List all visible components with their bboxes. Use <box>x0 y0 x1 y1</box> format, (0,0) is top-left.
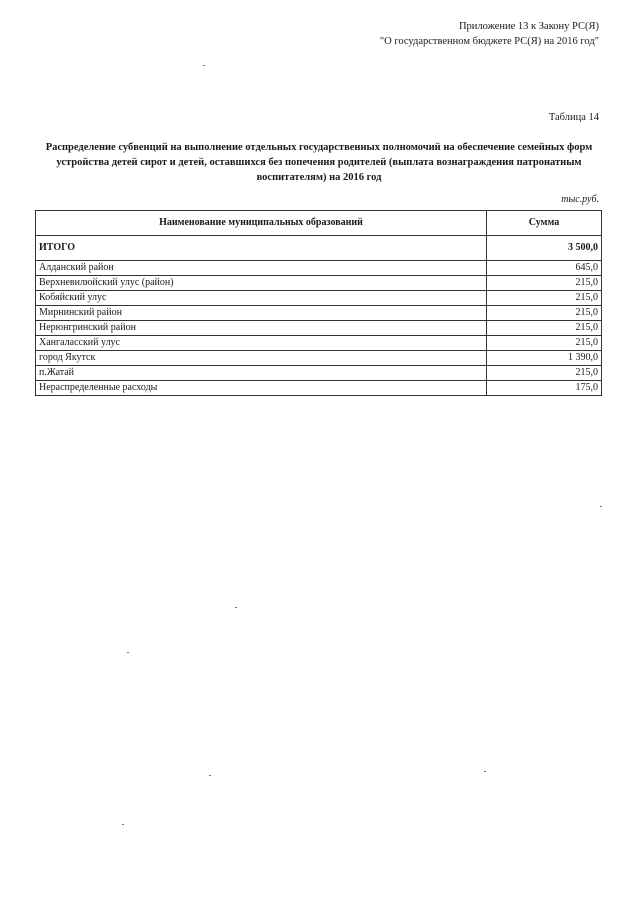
total-label: ИТОГО <box>36 236 487 261</box>
table-row <box>36 366 602 381</box>
row-name: Кобяйский улус <box>36 291 487 306</box>
row-sum: 215,0 <box>487 321 602 336</box>
header-line-2: "О государственном бюджете РС(Я) на 2016 год" <box>379 36 599 47</box>
table-row <box>36 336 602 351</box>
row-name: Мирнинский район <box>36 306 487 321</box>
total-sum: 3 500,0 <box>487 236 602 261</box>
scan-speck <box>235 607 237 608</box>
row-sum: 175,0 <box>487 381 602 396</box>
row-sum: 645,0 <box>487 261 602 276</box>
table-row <box>36 381 602 396</box>
row-name: Нераспределенные расходы <box>36 381 487 396</box>
scan-speck <box>122 824 124 825</box>
row-name: город Якутск <box>36 351 487 366</box>
row-name: Нерюнгринский район <box>36 321 487 336</box>
total-row <box>36 236 602 261</box>
table-row <box>36 306 602 321</box>
scan-speck <box>600 506 602 507</box>
table-row <box>36 351 602 366</box>
scan-speck <box>127 652 129 653</box>
col-sum-header: Сумма <box>487 211 602 236</box>
table-row <box>36 261 602 276</box>
table-row <box>36 291 602 306</box>
row-name: Верхневилюйский улус (район) <box>36 276 487 291</box>
row-sum: 215,0 <box>487 336 602 351</box>
units-label: тыс.руб. <box>561 194 599 205</box>
table-row <box>36 321 602 336</box>
header-line-1: Приложение 13 к Закону РС(Я) <box>458 21 599 32</box>
row-sum: 215,0 <box>487 366 602 381</box>
document-header <box>380 19 599 49</box>
row-sum: 215,0 <box>487 306 602 321</box>
row-name: Алданский район <box>36 261 487 276</box>
table-number: Таблица 14 <box>548 112 599 123</box>
scan-speck <box>484 771 486 772</box>
row-sum: 215,0 <box>487 276 602 291</box>
row-sum: 215,0 <box>487 291 602 306</box>
scan-speck <box>203 65 205 66</box>
document-title: Распределение субвенций на выполнение отдельных государственных полномочий на обеспечение семейных форм устройства детей сирот и детей, оставшихся без попечения родителей (выплата вознаграждения патронатным воспитателям) на 2016 год <box>45 142 593 183</box>
table-row <box>36 276 602 291</box>
table-header-row <box>36 211 602 236</box>
row-sum: 1 390,0 <box>487 351 602 366</box>
scan-speck <box>209 775 211 776</box>
row-name: п.Жатай <box>36 366 487 381</box>
col-name-header: Наименование муниципальных образований <box>36 211 487 236</box>
row-name: Хангаласский улус <box>36 336 487 351</box>
subvention-table <box>35 210 602 396</box>
